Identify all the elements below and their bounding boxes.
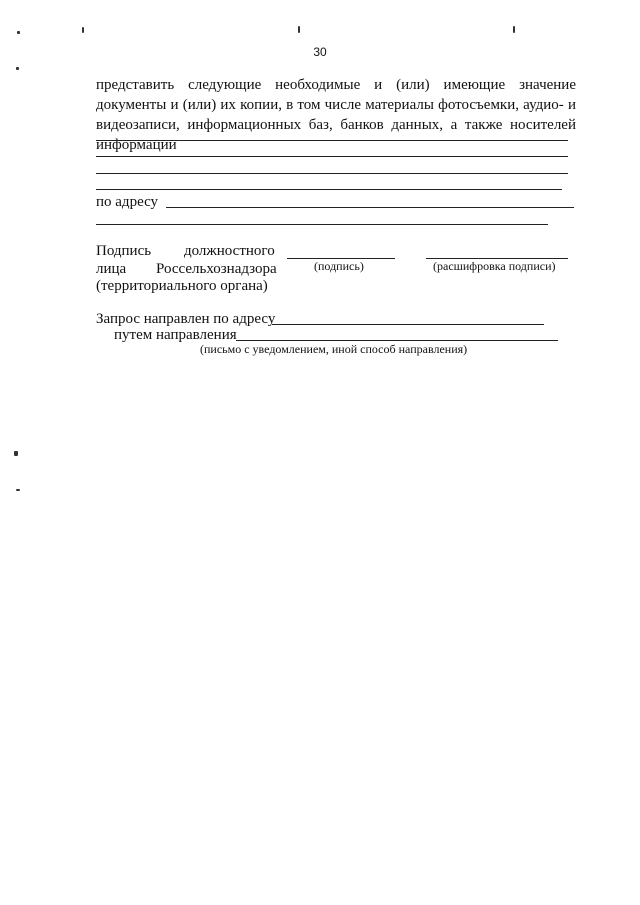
signature-label-line3: (территориального органа)	[96, 278, 268, 294]
request-method-caption: (письмо с уведомлением, иной способ направления)	[200, 342, 468, 356]
request-method-line	[236, 340, 558, 341]
signature-caption: (подпись)	[314, 259, 364, 273]
signature-label-word3: лица	[96, 261, 127, 277]
signature-label-word4: Россельхознадзора	[156, 261, 277, 277]
request-address-line	[272, 324, 544, 325]
request-method-label: путем направления	[114, 327, 237, 343]
address-label: по адресу	[96, 194, 159, 210]
signature-label-word2: должностного	[184, 243, 275, 259]
scan-mark	[16, 489, 20, 491]
scan-mark	[17, 31, 20, 34]
scan-mark	[16, 67, 19, 70]
scan-mark	[14, 451, 18, 456]
scan-mark	[82, 27, 84, 33]
scan-mark	[298, 26, 300, 33]
fill-line	[96, 156, 568, 157]
fill-line	[96, 189, 562, 190]
request-sent-label: Запрос направлен по адресу	[96, 311, 276, 327]
fill-line	[96, 173, 568, 174]
address-line-2	[96, 224, 548, 225]
page-number: 30	[313, 45, 327, 59]
address-line	[166, 207, 574, 208]
signature-label-word1: Подпись	[96, 243, 152, 259]
scan-mark	[513, 26, 515, 33]
intro-paragraph: представить следующие необходимые и (или) имеющие значение документы и (или) их копии, в том числе материалы фотосъемки, аудио- и видеозаписи, информационных баз, банков данных, а также носителей информации	[96, 77, 576, 153]
signature-decode-caption: (расшифровка подписи)	[433, 259, 556, 273]
fill-line	[96, 140, 568, 141]
